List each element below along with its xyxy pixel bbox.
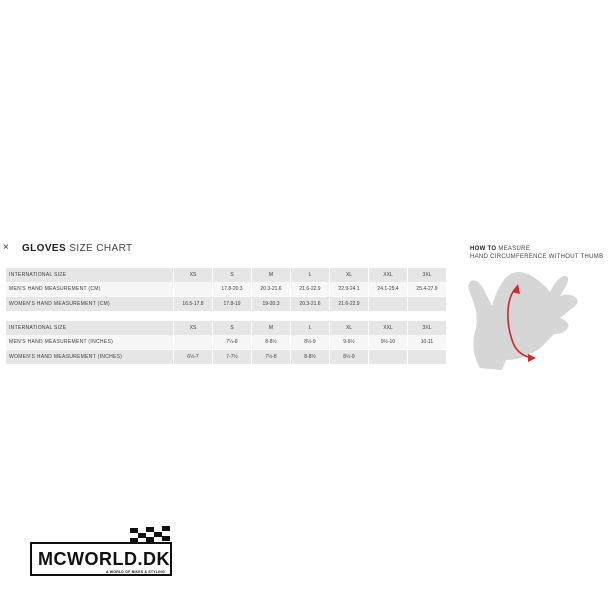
- table-cell: 20.3-21.6: [252, 282, 291, 297]
- table-cell: 22.9-24.1: [330, 282, 369, 297]
- table-cell: XS: [174, 268, 213, 282]
- table-cell: XL: [330, 321, 369, 335]
- table-cell: L: [291, 268, 330, 282]
- table-cell: 17.8-20.3: [213, 282, 252, 297]
- row-label: INTERNATIONAL SIZE: [6, 321, 174, 335]
- table-cell: 10-11: [408, 335, 447, 350]
- table-cell: XXL: [369, 321, 408, 335]
- table-cell: M: [252, 268, 291, 282]
- table-row: [6, 268, 447, 282]
- table-cell: 8-8½: [252, 335, 291, 350]
- row-label: MEN'S HAND MEASUREMENT (CM): [6, 282, 174, 297]
- table-row: [6, 282, 447, 297]
- table-cell: 17.8-19: [213, 297, 252, 312]
- table-cell: XL: [330, 268, 369, 282]
- row-label: INTERNATIONAL SIZE: [6, 268, 174, 282]
- row-label: WOMEN'S HAND MEASUREMENT (CM): [6, 297, 174, 312]
- table-cell: M: [252, 321, 291, 335]
- close-icon[interactable]: ×: [3, 242, 9, 253]
- table-row: [6, 335, 447, 350]
- how-to-measure: [470, 245, 603, 261]
- how-to-light: MEASURE: [498, 246, 531, 252]
- row-label: MEN'S HAND MEASUREMENT (INCHES): [6, 335, 174, 350]
- row-label: WOMEN'S HAND MEASUREMENT (INCHES): [6, 350, 174, 365]
- table-cell: [174, 335, 213, 350]
- table-cell: 7½-8: [252, 350, 291, 365]
- table-cell: 8½-9: [291, 335, 330, 350]
- logo-tagline: A WORLD OF BIKES & STYLING: [106, 570, 165, 574]
- table-cell: XS: [174, 321, 213, 335]
- table-row: [6, 350, 447, 365]
- table-cell: 8-8½: [291, 350, 330, 365]
- table-cell: L: [291, 321, 330, 335]
- table-cell: 24.1-25.4: [369, 282, 408, 297]
- table-cell: 16.5-17.8: [174, 297, 213, 312]
- title-product: GLOVES: [22, 243, 67, 254]
- table-cell: [408, 350, 447, 365]
- logo-text: MCWORLD.DK: [38, 549, 170, 569]
- how-to-bold: HOW TO: [470, 246, 497, 252]
- table-cell: 3XL: [408, 268, 447, 282]
- size-table-cm: [6, 268, 447, 311]
- table-cell: S: [213, 321, 252, 335]
- table-cell: 6½-7: [174, 350, 213, 365]
- page-title: [22, 243, 133, 255]
- table-cell: 21.6-22.9: [330, 297, 369, 312]
- table-cell: 8½-9: [330, 350, 369, 365]
- table-row: [6, 297, 447, 312]
- table-cell: 25.4-27.9: [408, 282, 447, 297]
- table-cell: [408, 297, 447, 312]
- table-cell: [174, 282, 213, 297]
- table-cell: 21.6-22.9: [291, 282, 330, 297]
- table-cell: XXL: [369, 268, 408, 282]
- size-table-inches: [6, 321, 447, 364]
- table-cell: 9-9½: [330, 335, 369, 350]
- table-cell: S: [213, 268, 252, 282]
- hand-measure-icon: [462, 262, 592, 372]
- how-to-instructions: HAND CIRCUMFERENCE WITHOUT THUMB: [470, 254, 604, 260]
- table-cell: 19-20.3: [252, 297, 291, 312]
- title-chart: SIZE CHART: [69, 243, 133, 254]
- table-cell: [369, 350, 408, 365]
- table-cell: [369, 297, 408, 312]
- table-cell: 3XL: [408, 321, 447, 335]
- table-cell: 7-7½: [213, 350, 252, 365]
- table-cell: 9½-10: [369, 335, 408, 350]
- table-cell: 20.3-21.6: [291, 297, 330, 312]
- table-row: [6, 321, 447, 335]
- arrow-head-bottom: [528, 354, 536, 362]
- table-cell: 7¼-8: [213, 335, 252, 350]
